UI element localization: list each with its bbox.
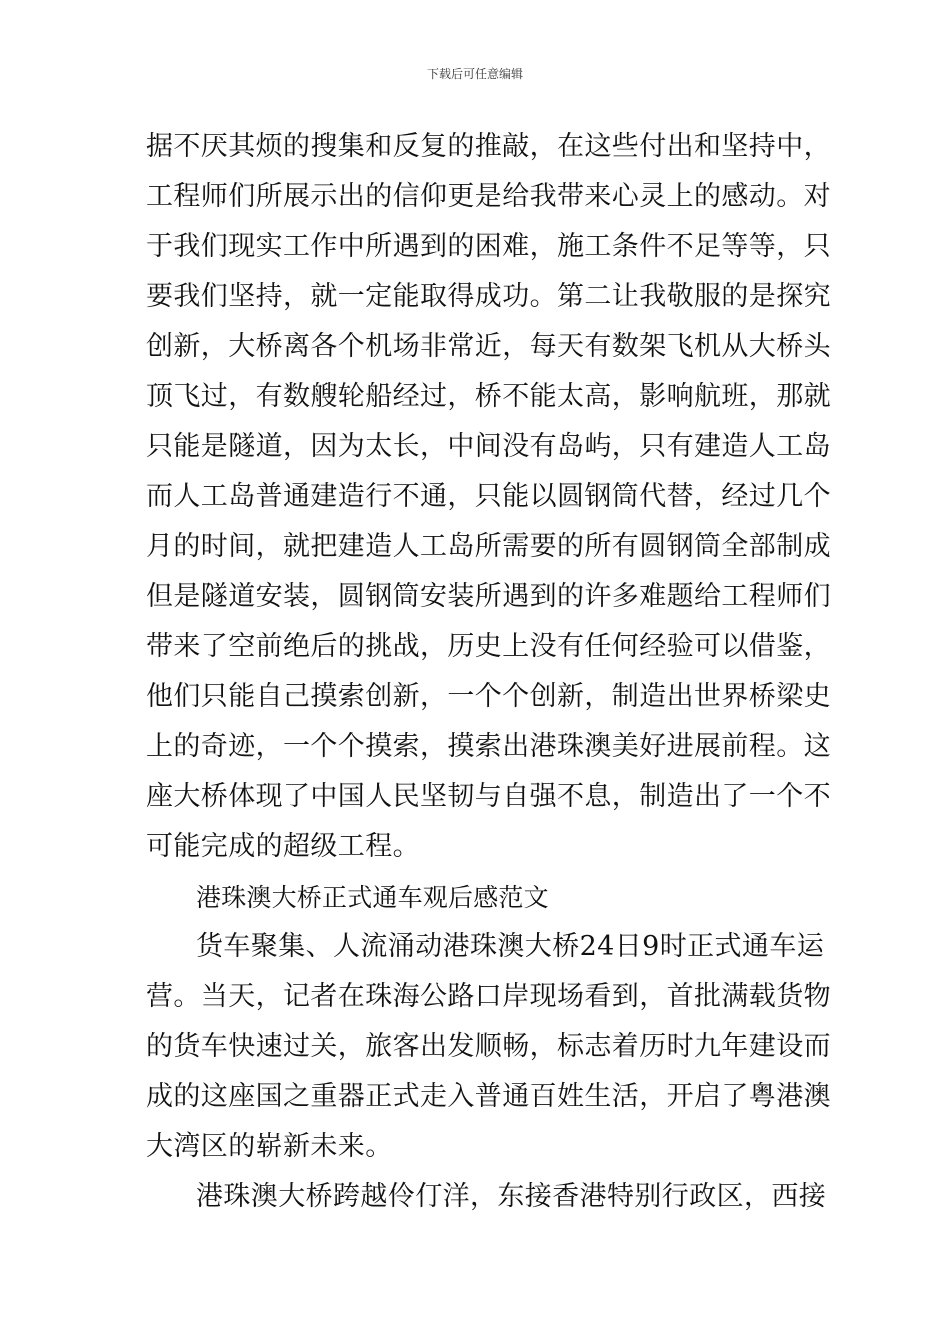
paragraph-line: 工程师们所展示出的信仰更是给我带来心灵上的感动。对 (146, 181, 831, 212)
paragraph-line: 创新，大桥离各个机场非常近，每天有数架飞机从大桥头 (146, 331, 831, 362)
paragraph-line: 而人工岛普通建造行不通，只能以圆钢筒代替，经过几个 (146, 481, 831, 512)
paragraph-line: 港珠澳大桥跨越伶仃洋，东接香港特别行政区，西接 (196, 1181, 827, 1212)
paragraph-line: 但是隧道安装，圆钢筒安装所遇到的许多难题给工程师们 (146, 581, 831, 612)
paragraph-line: 据不厌其烦的搜集和反复的推敲，在这些付出和坚持中， (146, 131, 831, 162)
paragraph-line: 他们只能自己摸索创新，一个个创新，制造出世界桥梁史 (146, 681, 831, 712)
paragraph-line: 只能是隧道，因为太长，中间没有岛屿，只有建造人工岛 (146, 431, 831, 462)
paragraph-line: 座大桥体现了中国人民坚韧与自强不息，制造出了一个不 (146, 781, 831, 812)
section-heading: 港珠澳大桥正式通车观后感范文 (196, 883, 549, 912)
paragraph-line: 月的时间，就把建造人工岛所需要的所有圆钢筒全部制成 (146, 531, 831, 562)
paragraph-line: 于我们现实工作中所遇到的困难，施工条件不足等等，只 (146, 231, 831, 262)
paragraph-line: 可能完成的超级工程。 (146, 831, 420, 862)
paragraph-line: 的货车快速过关，旅客出发顺畅，标志着历时九年建设而 (146, 1031, 831, 1062)
paragraph-line: 上的奇迹，一个个摸索，摸索出港珠澳美好进展前程。这 (146, 731, 831, 762)
page-header: 下载后可任意编辑 (426, 67, 523, 81)
paragraph-line: 要我们坚持，就一定能取得成功。第二让我敬服的是探究 (146, 281, 831, 312)
paragraph-line: 营。当天，记者在珠海公路口岸现场看到，首批满载货物 (146, 981, 831, 1012)
paragraph-line: 大湾区的崭新未来。 (146, 1131, 393, 1162)
paragraph-line: 货车聚集、人流涌动港珠澳大桥24日9时正式通车运 (196, 931, 825, 962)
paragraph-line: 顶飞过，有数艘轮船经过，桥不能太高，影响航班，那就 (146, 381, 831, 412)
paragraph-line: 成的这座国之重器正式走入普通百姓生活，开启了粤港澳 (146, 1081, 831, 1112)
paragraph-line: 带来了空前绝后的挑战，历史上没有任何经验可以借鉴， (146, 631, 831, 662)
